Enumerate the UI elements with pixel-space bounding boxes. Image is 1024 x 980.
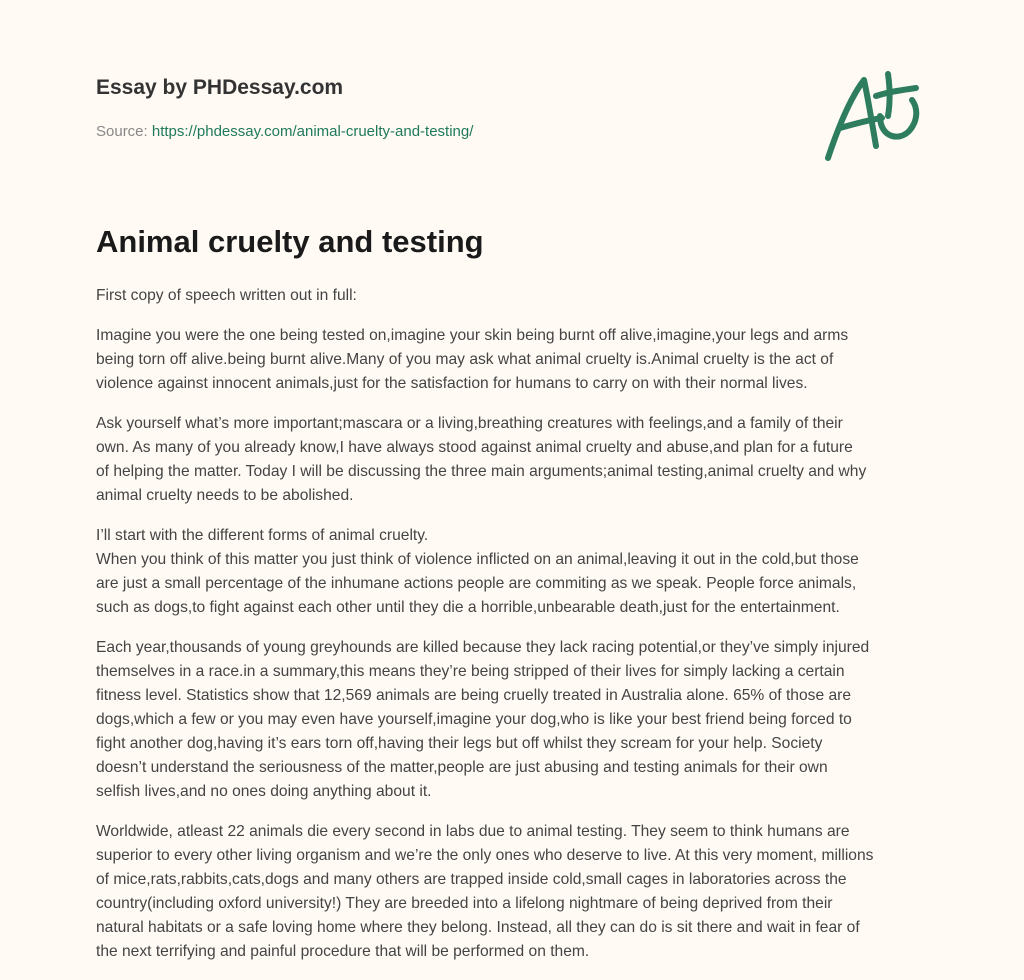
paragraph-line: dogs,which a few or you may even have yourself,imagine your dog,who is like your best friend being forced to: [96, 711, 852, 728]
paragraph-line: fitness level. Statistics show that 12,569 animals are being cruelly treated in Australia alone. 65% of those are: [96, 687, 851, 704]
paragraph-line: Worldwide, atleast 22 animals die every second in labs due to animal testing. They seem to think humans are: [96, 823, 850, 840]
paragraph-line: Each year,thousands of young greyhounds are killed because they lack racing potential,or they’ve simply injured: [96, 639, 870, 656]
paragraph-line: selfish lives,and no ones doing anything about it.: [96, 783, 432, 800]
essay-paragraph: [96, 636, 936, 804]
essay-title: Animal cruelty and testing: [96, 224, 484, 259]
essay-paragraph: [96, 524, 936, 620]
essay-paragraph: [96, 324, 936, 396]
paragraph-line: natural habitats or a safe loving home where they belong. Instead, all they can do is sit there and wait in fear of: [96, 919, 860, 936]
paragraph-line: being torn off alive.being burnt alive.Many of you may ask what animal cruelty is.Animal cruelty is the act of: [96, 351, 834, 368]
source-line: [96, 123, 473, 140]
paragraph-line: themselves in a race.in a summary,this means they’re being stripped of their lives for simply lacking a certain: [96, 663, 845, 680]
source-label: Source:: [96, 123, 148, 140]
site-title: Essay by PHDessay.com: [96, 76, 344, 99]
paragraph-line: of helping the matter. Today I will be discussing the three main arguments;animal testing,animal cruelty and why: [96, 463, 867, 480]
paragraph-line: superior to every other living organism and we’re the only ones who deserve to live. At this very moment, millions: [96, 847, 874, 864]
paragraph-line: animal cruelty needs to be abolished.: [96, 487, 354, 504]
essay-paragraph: [96, 412, 936, 508]
paragraph-line: country(including oxford university!) They are breeded into a lifelong nightmare of being deprived from their: [96, 895, 833, 912]
paragraph-line: fight another dog,having it’s ears torn off,having their legs but off whilst they scream for your help. Society: [96, 735, 823, 752]
essay-intro: First copy of speech written out in full:: [96, 287, 357, 304]
paragraph-line: are just a small percentage of the inhumane actions people are commiting as we speak. People force animals,: [96, 575, 857, 592]
paragraph-line: such as dogs,to fight against each other until they die a horrible,unbearable death,just for the entertainment.: [96, 599, 840, 616]
paragraph-line: Ask yourself what’s more important;mascara or a living,breathing creatures with feelings,and a family of their: [96, 415, 843, 432]
paragraph-line: of mice,rats,rabbits,cats,dogs and many others are trapped inside cold,small cages in laboratories across the: [96, 871, 847, 888]
paragraph-line: violence against innocent animals,just for the satisfaction for humans to carry on with their normal lives.: [96, 375, 808, 392]
paragraph-line: the next terrifying and painful procedure that will be performed on them.: [96, 943, 590, 960]
a-plus-logo-icon: [820, 68, 930, 168]
paragraph-line: doesn’t understand the seriousness of the matter,people are just abusing and testing animals for their own: [96, 759, 828, 776]
paragraph-line: I’ll start with the different forms of animal cruelty.: [96, 527, 429, 544]
paragraph-line: own. As many of you already know,I have always stood against animal cruelty and abuse,and plan for a future: [96, 439, 853, 456]
paragraph-line: When you think of this matter you just think of violence inflicted on an animal,leaving it out in the cold,but those: [96, 551, 859, 568]
source-link[interactable]: https://phdessay.com/animal-cruelty-and-testing/: [151, 123, 474, 140]
essay-paragraph: [96, 820, 936, 964]
paragraph-line: Imagine you were the one being tested on,imagine your skin being burnt off alive,imagine,your legs and arms: [96, 327, 849, 344]
essay-body: [96, 284, 936, 980]
